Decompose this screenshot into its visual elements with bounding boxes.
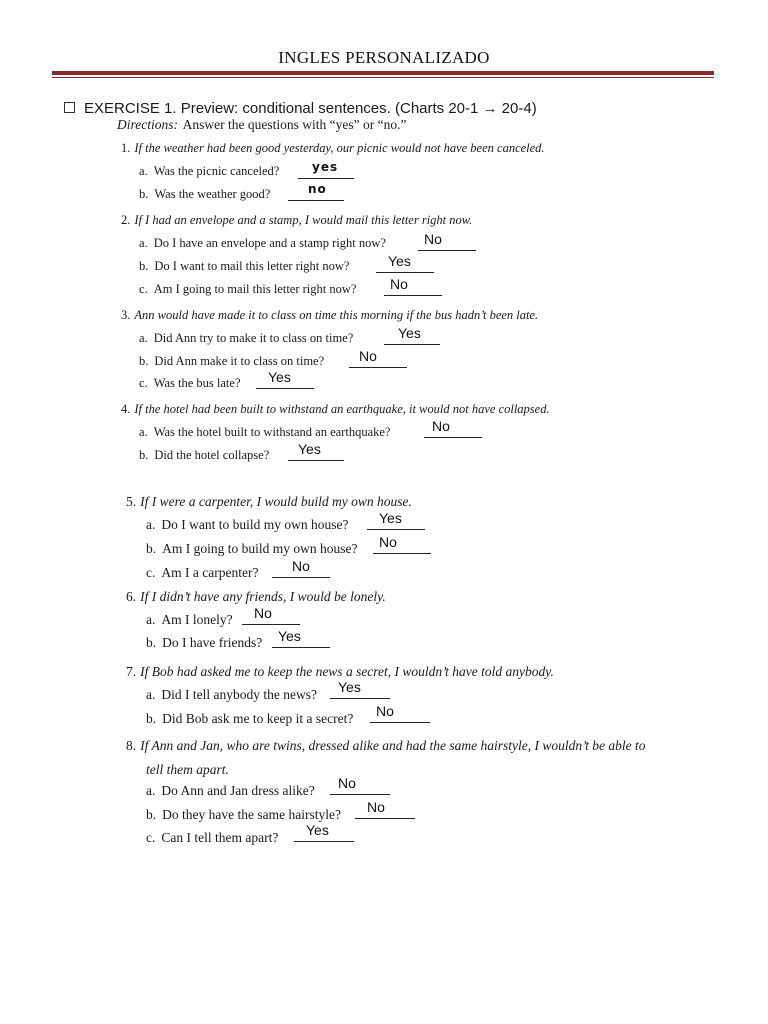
answer-field-8a[interactable]	[330, 775, 390, 795]
question-5b	[146, 541, 358, 557]
question-8a	[146, 783, 315, 799]
question-letter: a.	[139, 331, 148, 345]
item-prompt-8-continued: tell them apart.	[146, 762, 229, 777]
question-letter: b.	[139, 259, 149, 273]
answer-field-5a[interactable]	[367, 510, 425, 530]
question-2a	[139, 236, 386, 251]
question-text: Can I tell them apart?	[161, 830, 279, 845]
question-text: Am I going to build my own house?	[162, 541, 358, 556]
prompt-text: If Ann and Jan, who are twins, dressed alike and had the same hairstyle, I wouldn’t be able to	[140, 738, 646, 753]
item-prompt-7	[126, 664, 554, 680]
question-2b	[139, 259, 349, 274]
item-number: 6.	[126, 589, 137, 604]
question-3c	[139, 376, 241, 391]
header-divider	[52, 71, 714, 75]
question-text: Was the bus late?	[153, 376, 241, 390]
answer-text: Yes	[398, 325, 421, 341]
item-number: 8.	[126, 738, 137, 753]
answer-field-6b[interactable]	[272, 628, 330, 648]
question-letter: c.	[146, 565, 156, 580]
question-text: Did I tell anybody the news?	[161, 687, 317, 702]
question-letter: b.	[139, 354, 149, 368]
answer-field-4b[interactable]	[288, 441, 344, 461]
question-letter: b.	[146, 541, 157, 556]
question-letter: b.	[146, 635, 157, 650]
prompt-text: If the hotel had been built to withstand an earthquake, it would not have collapsed.	[134, 402, 550, 416]
question-text: Did Ann try to make it to class on time?	[153, 331, 354, 345]
question-letter: a.	[146, 517, 156, 532]
answer-text: No	[432, 418, 450, 434]
item-prompt-5	[126, 494, 412, 510]
answer-text: No	[254, 605, 272, 621]
question-3a	[139, 331, 353, 346]
prompt-text: Ann would have made it to class on time this morning if the bus hadn’t been late.	[134, 308, 539, 322]
directions	[117, 117, 406, 133]
answer-text: No	[359, 348, 377, 364]
answer-text: No	[376, 703, 394, 719]
question-8b	[146, 807, 341, 823]
question-text: Do I have an envelope and a stamp right now?	[153, 236, 386, 250]
question-2c	[139, 282, 356, 297]
prompt-text: If I were a carpenter, I would build my own house.	[140, 494, 412, 509]
directions-label: Directions:	[117, 117, 178, 132]
question-text: Was the picnic canceled?	[153, 164, 280, 178]
answer-text: Yes	[379, 510, 402, 526]
answer-field-3b[interactable]	[349, 348, 407, 368]
answer-field-8c[interactable]	[294, 822, 354, 842]
prompt-text: If the weather had been good yesterday, our picnic would not have been canceled.	[134, 141, 545, 155]
question-letter: b.	[139, 187, 149, 201]
exercise-title: EXERCISE 1. Preview: conditional sentences. (Charts 20-1 → 20-4)	[84, 100, 537, 117]
question-3b	[139, 354, 324, 369]
prompt-text: If I didn’t have any friends, I would be lonely.	[140, 589, 386, 604]
question-6b	[146, 635, 262, 651]
item-number: 2.	[121, 213, 131, 227]
answer-text: yes	[312, 160, 339, 174]
item-number: 1.	[121, 141, 131, 155]
answer-field-6a[interactable]	[242, 605, 300, 625]
answer-field-4a[interactable]	[424, 418, 482, 438]
question-1b	[139, 187, 270, 202]
answer-text: no	[308, 182, 327, 196]
question-letter: c.	[139, 282, 148, 296]
item-prompt-6	[126, 589, 386, 605]
question-letter: a.	[139, 164, 148, 178]
question-text: Am I lonely?	[161, 612, 233, 627]
answer-field-3a[interactable]	[384, 325, 440, 345]
answer-text: No	[367, 799, 385, 815]
question-letter: b.	[146, 711, 157, 726]
question-text: Do I want to build my own house?	[161, 517, 349, 532]
item-number: 5.	[126, 494, 137, 509]
item-prompt-8	[126, 738, 645, 754]
question-6a	[146, 612, 233, 628]
page-title: INGLES PERSONALIZADO	[278, 48, 490, 67]
question-letter: b.	[146, 807, 157, 822]
question-text: Was the hotel built to withstand an earthquake?	[153, 425, 391, 439]
exercise-title-row	[64, 100, 537, 117]
question-text: Did Bob ask me to keep it a secret?	[162, 711, 354, 726]
question-letter: a.	[139, 425, 148, 439]
question-text: Did the hotel collapse?	[154, 448, 270, 462]
answer-text: Yes	[388, 253, 411, 269]
answer-text: Yes	[278, 628, 301, 644]
answer-field-7a[interactable]	[330, 679, 390, 699]
question-7b	[146, 711, 353, 727]
answer-text: Yes	[298, 441, 321, 457]
answer-field-5b[interactable]	[373, 534, 431, 554]
question-8c	[146, 830, 278, 846]
answer-text: Yes	[338, 679, 361, 695]
prompt-text: If Bob had asked me to keep the news a secret, I wouldn’t have told anybody.	[140, 664, 554, 679]
question-letter: a.	[146, 783, 156, 798]
question-text: Do I want to mail this letter right now?	[154, 259, 350, 273]
answer-text: No	[292, 558, 310, 574]
answer-field-2c[interactable]	[384, 276, 442, 296]
question-text: Do Ann and Jan dress alike?	[161, 783, 315, 798]
prompt-text: If I had an envelope and a stamp, I would mail this letter right now.	[134, 213, 473, 227]
item-prompt-3	[121, 308, 538, 323]
answer-text: No	[424, 231, 442, 247]
question-1a	[139, 164, 279, 179]
question-letter: a.	[139, 236, 148, 250]
question-text: Am I going to mail this letter right now?	[153, 282, 357, 296]
header-divider-thin	[52, 77, 714, 78]
answer-text: Yes	[268, 369, 291, 385]
answer-field-8b[interactable]	[355, 799, 415, 819]
item-prompt-4	[121, 402, 550, 417]
item-number: 4.	[121, 402, 131, 416]
item-prompt-1	[121, 141, 545, 156]
answer-field-2a[interactable]	[418, 231, 476, 251]
answer-field-7b[interactable]	[370, 703, 430, 723]
question-4a	[139, 425, 390, 440]
question-text: Did Ann make it to class on time?	[154, 354, 325, 368]
answer-text: No	[379, 534, 397, 550]
question-letter: a.	[146, 612, 156, 627]
question-5a	[146, 517, 348, 533]
question-7a	[146, 687, 317, 703]
answer-field-5c[interactable]	[272, 558, 330, 578]
checkbox-icon[interactable]	[64, 102, 75, 113]
directions-text: Answer the questions with “yes” or “no.”	[182, 117, 407, 132]
question-letter: a.	[146, 687, 156, 702]
question-text: Am I a carpenter?	[161, 565, 259, 580]
answer-field-2b[interactable]	[376, 253, 434, 273]
answer-text: No	[390, 276, 408, 292]
answer-text: No	[338, 775, 356, 791]
question-4b	[139, 448, 269, 463]
item-number: 3.	[121, 308, 131, 322]
question-text: Do I have friends?	[162, 635, 263, 650]
question-letter: b.	[139, 448, 149, 462]
question-letter: c.	[146, 830, 156, 845]
question-text: Do they have the same hairstyle?	[162, 807, 341, 822]
question-5c	[146, 565, 258, 581]
answer-field-3c[interactable]	[256, 369, 314, 389]
item-number: 7.	[126, 664, 137, 679]
answer-text: Yes	[306, 822, 329, 838]
answer-field-1b[interactable]	[288, 184, 344, 201]
question-text: Was the weather good?	[154, 187, 271, 201]
question-letter: c.	[139, 376, 148, 390]
item-prompt-2	[121, 213, 472, 228]
answer-field-1a[interactable]	[298, 162, 354, 179]
